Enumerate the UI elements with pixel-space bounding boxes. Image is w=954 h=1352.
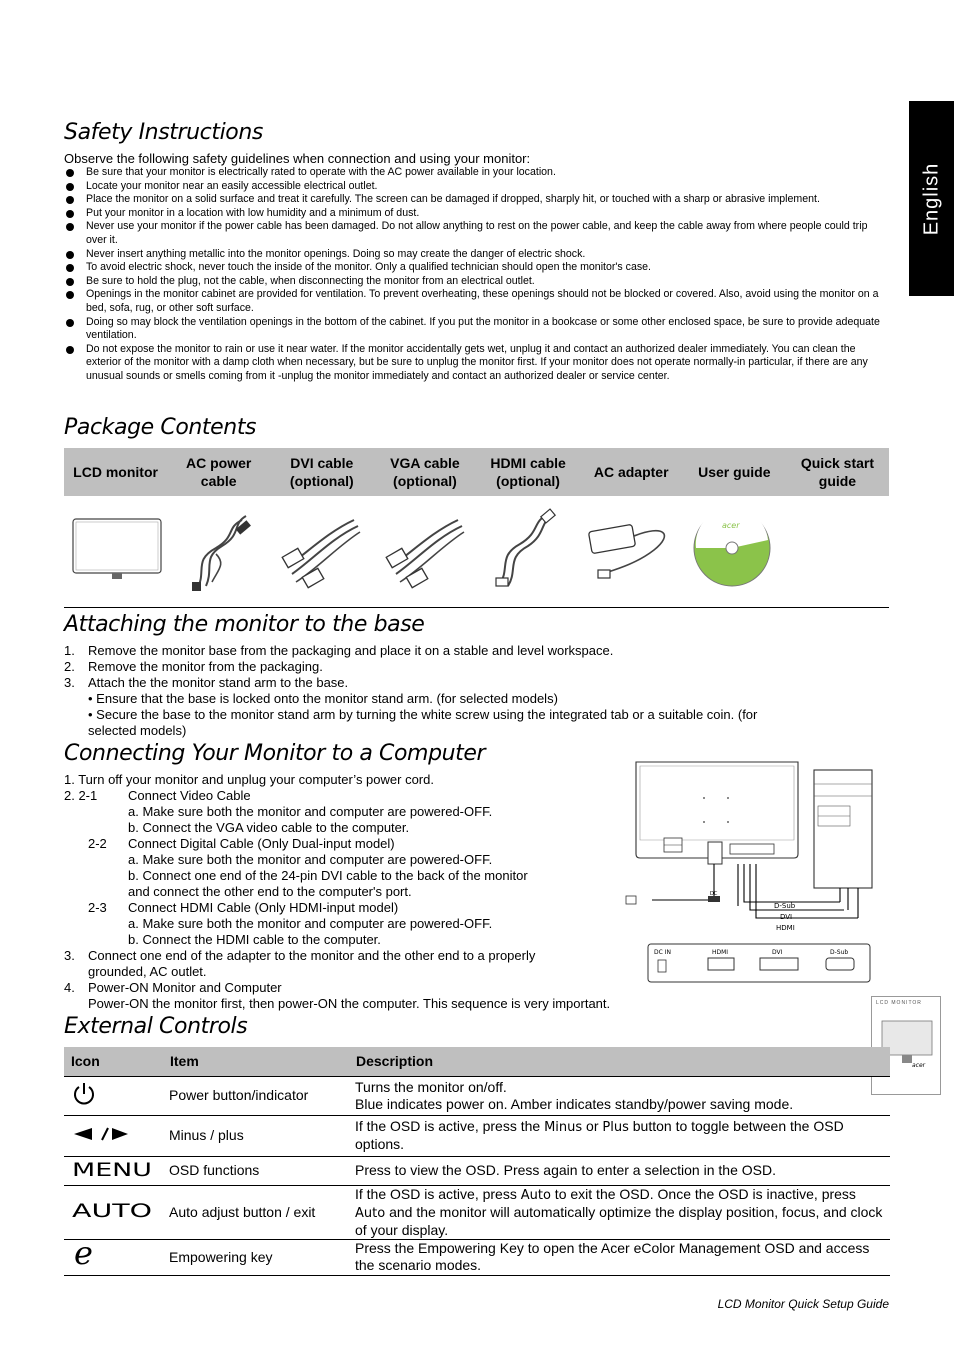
- step-number: 3.: [64, 948, 75, 963]
- step-text: and connect the other end to the computer's port.: [128, 884, 412, 899]
- step-number: 1.: [64, 643, 75, 658]
- auto-keyword: Auto: [355, 1205, 386, 1221]
- power-icon: [72, 1081, 96, 1107]
- desc-text: If the OSD is active, press: [355, 1185, 521, 1202]
- desc-text: button to toggle between the OSD options.: [355, 1118, 844, 1152]
- step-bullet: • Secure the base to the monitor stand arm by turning the white screw using the integrated tab or a suitable coin. (for: [88, 707, 758, 722]
- attach-title: Attaching the monitor to the base: [64, 612, 425, 637]
- empowering-icon-text: e: [74, 1240, 93, 1270]
- step-text: b. Connect the VGA video cable to the computer.: [128, 820, 410, 835]
- step-number: 2. 2-1: [64, 788, 98, 803]
- list-item: Do not expose the monitor to rain or use it near water. If the monitor accidentally gets wet, unplug it and contact an authorized dealer immediately. You can clean the exterior of the monitor with a damp cloth when necessary, but be sure to unplug the monitor first. If your monitor does not operate normally-in particular, if there are any unusual sounds or smells coming from it -unplug the monitor immediately and contact an authorized dealer or service center.: [64, 343, 890, 384]
- dvi-cable-icon: [278, 512, 362, 592]
- ac-power-cable-icon: [186, 510, 256, 594]
- plus-keyword: Plus: [602, 1120, 629, 1135]
- connect-title: Connecting Your Monitor to a Computer: [64, 741, 486, 766]
- footer-text: LCD Monitor Quick Setup Guide: [717, 1297, 889, 1311]
- table-row: [64, 1156, 890, 1185]
- step-text: Power-ON the monitor first, then power-ON the computer. This sequence is very important.: [88, 996, 611, 1011]
- item-empowering: Empowering key: [163, 1239, 349, 1275]
- package-header-row: [64, 448, 889, 496]
- list-item: Be sure to hold the plug, not the cable, when disconnecting the monitor from an electrical outlet.: [64, 275, 890, 289]
- list-item: Openings in the monitor cabinet are provided for ventilation. To prevent overheating, these openings should not be blocked or covered. Also, avoid using the monitor on a bed, sofa, rug, or other soft surface.: [64, 288, 890, 315]
- auto-icon-text: AUTO: [72, 1200, 152, 1220]
- desc-power: [349, 1076, 890, 1115]
- step-number: 4.: [64, 980, 75, 995]
- list-item: Never insert anything metallic into the monitor openings. Doing so may create the danger of electric shock.: [64, 248, 890, 262]
- desc-text: or: [582, 1118, 603, 1134]
- col-icon: Icon: [64, 1047, 163, 1076]
- list-item: Locate your monitor near an easily accessible electrical outlet.: [64, 180, 890, 194]
- hdmi-cable-icon: [488, 508, 562, 592]
- item-power: Power button/indicator: [163, 1076, 349, 1115]
- desc-osd: Press to view the OSD. Press again to enter a selection in the OSD.: [349, 1156, 890, 1185]
- desc-minus-plus: [349, 1115, 890, 1156]
- vga-cable-icon: [382, 512, 466, 592]
- step-text: b. Connect the HDMI cable to the computer.: [128, 932, 381, 947]
- menu-icon: [72, 1159, 154, 1179]
- port-hdmi-label: HDMI: [712, 949, 729, 956]
- step-bullet-cont: selected models): [88, 723, 187, 738]
- item-minus-plus: Minus / plus: [163, 1115, 349, 1156]
- list-item: Doing so may block the ventilation openings in the bottom of the cabinet. If you put the monitor in a bookcase or some other enclosed space, be sure to provide adequate ventilation.: [64, 316, 890, 343]
- step-text: Attach the the monitor stand arm to the base.: [88, 675, 349, 690]
- step-number: 2.: [64, 659, 75, 674]
- language-label: English: [920, 162, 942, 235]
- step-text: a. Make sure both the monitor and computer are powered-OFF.: [128, 852, 493, 867]
- minus-keyword: Minus: [544, 1120, 583, 1135]
- step-text: Remove the monitor from the packaging.: [88, 659, 323, 674]
- list-item: Put your monitor in a location with low humidity and a minimum of dust.: [64, 207, 890, 221]
- step-text: a. Make sure both the monitor and computer are powered-OFF.: [128, 804, 493, 819]
- port-dvi-label: DVI: [772, 949, 783, 956]
- controls-title: External Controls: [64, 1014, 248, 1039]
- port-dsub-label: D-Sub: [830, 949, 849, 956]
- package-title: Package Contents: [64, 415, 257, 440]
- item-auto: Auto adjust button / exit: [163, 1185, 349, 1239]
- menu-icon-text: MENU: [72, 1158, 152, 1179]
- table-row: [64, 1076, 890, 1115]
- language-tab: [909, 101, 954, 296]
- step-text: Connect one end of the adapter to the monitor and the other end to a properly: [88, 948, 536, 963]
- step-text: Power-ON Monitor and Computer: [88, 980, 282, 995]
- controls-table: [64, 1047, 890, 1276]
- dc-label: DC: [710, 891, 718, 897]
- step-text: Connect HDMI Cable (Only HDMI-input model): [128, 900, 399, 915]
- desc-text: If the OSD is active, press the: [355, 1118, 545, 1134]
- package-col-ac-adapter: AC adapter: [593, 464, 669, 480]
- table-row: [64, 1115, 890, 1156]
- package-col-vga-cable: VGA cable (optional): [390, 455, 460, 489]
- item-osd: OSD functions: [163, 1156, 349, 1185]
- desc-text: to exit the OSD. Once the OSD is inactive, press: [550, 1185, 856, 1202]
- connection-diagram: [612, 758, 880, 988]
- port-dc-in-label: DC IN: [654, 949, 671, 956]
- step-text: Connect Digital Cable (Only Dual-input model): [128, 836, 395, 851]
- auto-keyword: Auto: [520, 1187, 551, 1203]
- hdmi-label: HDMI: [776, 924, 795, 932]
- step-text: Remove the monitor base from the packaging and place it on a stable and level workspace.: [88, 643, 614, 658]
- list-item: Place the monitor on a solid surface and treat it carefully. The screen can be damaged if dropped, sharply hit, or touched with a sharp or abrasive implement.: [64, 193, 890, 207]
- package-col-quick-start-guide: Quick start guide: [800, 455, 874, 489]
- table-row: [64, 1239, 890, 1275]
- step-text: a. Make sure both the monitor and computer are powered-OFF.: [128, 916, 493, 931]
- empowering-key-icon: [72, 1240, 102, 1270]
- safety-list: [64, 166, 890, 384]
- attach-steps: [64, 643, 894, 739]
- list-item: To avoid electric shock, never touch the inside of the monitor. Only a qualified technician should open the monitor's case.: [64, 261, 890, 275]
- list-item: Never use your monitor if the power cable has been damaged. Do not allow anything to rest on the power cable, and keep the cable away from where people could trip over it.: [64, 220, 890, 247]
- table-header-row: [64, 1047, 890, 1076]
- col-description: Description: [349, 1047, 890, 1076]
- ac-adapter-icon: [584, 514, 680, 590]
- desc-line: Turns the monitor on/off.: [355, 1078, 507, 1095]
- lcd-monitor-icon: [72, 518, 162, 582]
- user-guide-disc-icon: [692, 508, 772, 588]
- table-row: [64, 1185, 890, 1239]
- connect-steps: [64, 772, 684, 1012]
- svg-text:acer: acer: [722, 521, 740, 530]
- list-item: Be sure that your monitor is electrically rated to operate with the AC power available in your location.: [64, 166, 890, 180]
- desc-line: Blue indicates power on. Amber indicates standby/power saving mode.: [355, 1095, 794, 1112]
- package-col-hdmi-cable: HDMI cable (optional): [490, 455, 566, 489]
- step-text: 1. Turn off your monitor and unplug your computer’s power cord.: [64, 772, 434, 787]
- step-text: b. Connect one end of the 24-pin DVI cable to the back of the monitor: [128, 868, 528, 883]
- step-number: 3.: [64, 675, 75, 690]
- step-bullet: • Ensure that the base is locked onto the monitor stand arm. (for selected models): [88, 691, 558, 706]
- col-item: Item: [163, 1047, 349, 1076]
- minus-plus-icon: [72, 1126, 130, 1142]
- step-number: 2-3: [88, 900, 107, 915]
- dvi-label: DVI: [780, 913, 793, 921]
- step-text: Connect Video Cable: [128, 788, 251, 803]
- desc-text: and the monitor will automatically optimize the display position, focus, and clock of your display.: [355, 1203, 883, 1238]
- step-text: grounded, AC outlet.: [88, 964, 207, 979]
- package-col-lcd-monitor: LCD monitor: [73, 464, 158, 480]
- package-col-dvi-cable: DVI cable (optional): [289, 455, 354, 489]
- dsub-label: D-Sub: [774, 902, 796, 910]
- package-col-ac-power-cable: AC power cable: [186, 455, 252, 489]
- auto-icon: [72, 1200, 154, 1220]
- desc-auto: [349, 1185, 890, 1239]
- svg-text:acer: acer: [912, 1062, 926, 1069]
- step-number: 2-2: [88, 836, 107, 851]
- safety-intro: Observe the following safety guidelines when connection and using your monitor:: [64, 151, 531, 166]
- desc-empowering: Press the Empowering Key to open the Acer eColor Management OSD and access the scenario modes.: [349, 1239, 890, 1275]
- qsg-caption: LCD MONITOR: [876, 1000, 922, 1006]
- safety-title: Safety Instructions: [64, 120, 263, 145]
- package-col-user-guide: User guide: [698, 464, 771, 480]
